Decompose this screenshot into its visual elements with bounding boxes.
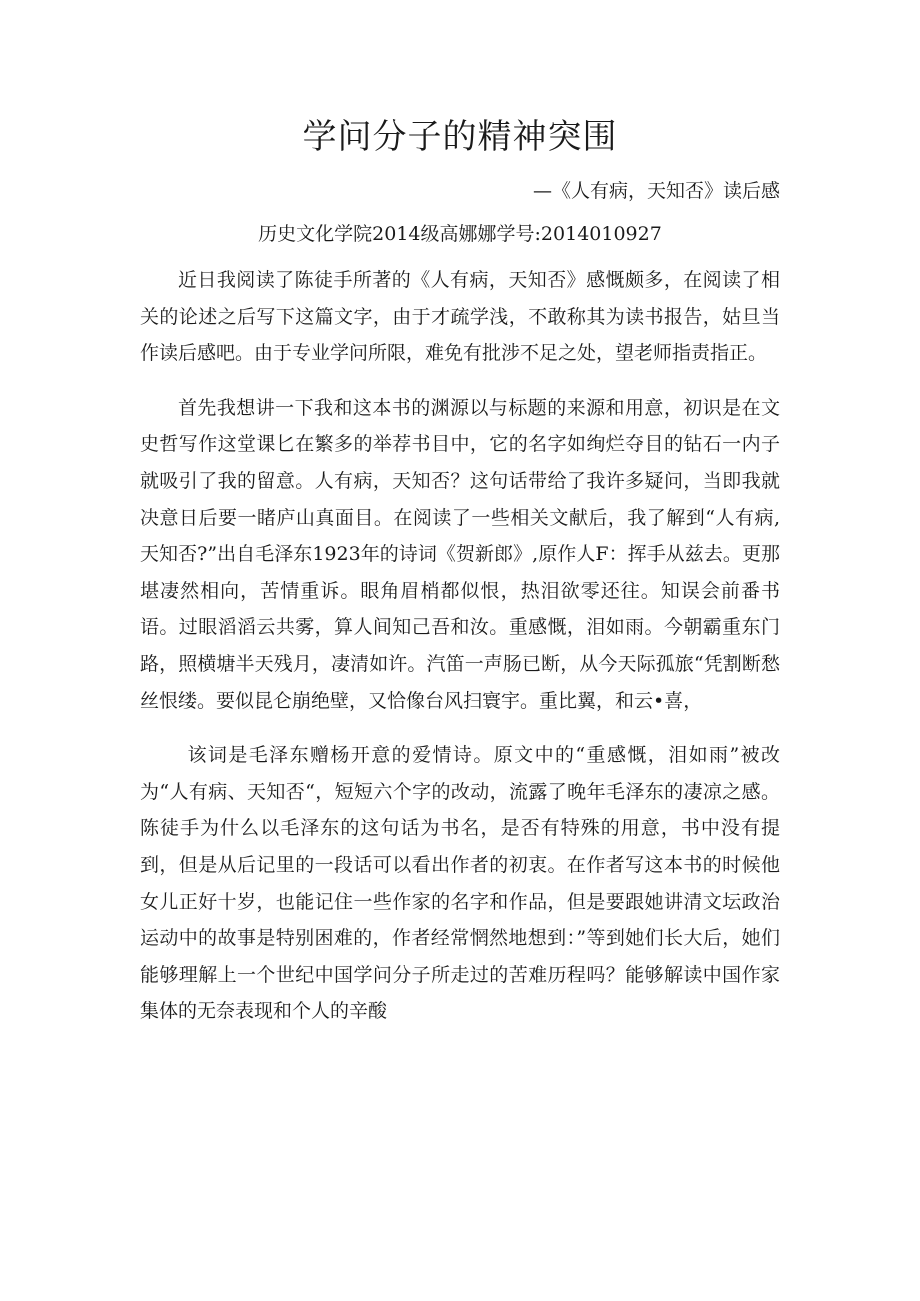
document-subtitle: —《人有病，天知否》读后感 (532, 180, 780, 202)
paragraph: 首先我想讲一下我和这本书的渊源以与标题的来源和用意，初识是在文史哲写作这堂课匕在繁多的举荐书目中，它的名字如绚烂夺目的钻石一内子就吸引了我的留意。人有病，天知否？这句话带给了我许多疑问，当即我就决意日后要一睹庐山真面目。在阅读了一些相关文献后，我了解到“人有病,天知否?”出自毛泽东1923年的诗词《贺新郎》,原作人F：挥手从兹去。更那堪凄然相向，苦情重诉。眼角眉梢都似恨，热泪欲零还往。知误会前番书语。过眼滔滔云共雾，算人间知己吾和汝。重感慨，泪如雨。今朝霸重东门路，照横塘半天残月，凄清如许。汽笛一声肠已断，从今天际孤旅“凭割断愁丝恨缕。要似昆仑崩绝壁，又恰像台风扫寰宇。重比翼，和云•喜， (140, 396, 780, 712)
document-title: 学问分子的精神突围 (302, 117, 618, 157)
paragraph: 近日我阅读了陈徒手所著的《人有病，天知否》感慨颇多，在阅读了相关的论述之后写下这篇文字，由于才疏学浅，不敢称其为读书报告，姑旦当作读后感吧。由于专业学问所限，难免有批涉不足之处，望老师指责指正。 (140, 269, 780, 365)
author-line: 历史文化学院2014级高娜娜学号:2014010927 (258, 223, 662, 245)
body-text (140, 262, 780, 1048)
paragraph: 该词是毛泽东赠杨开意的爱情诗。原文中的“重感慨，泪如雨”被改为“人有病、天知否“，短短六个字的改动，流露了晚年毛泽东的凄凉之感。陈徒手为什么以毛泽东的这句话为书名，是否有特殊的用意，书中没有提到，但是从后记里的一段话可以看出作者的初衷。在作者写这本书的时候他女儿正好十岁，也能记住一些作家的名字和作品，但是要跟她讲清文坛政治运动中的故事是特别困难的，作者经常惘然地想到：”等到她们长大后，她们能够理解上一个世纪中国学问分子所走过的苦难历程吗？能够解读中国作家集体的无奈表现和个人的辛酸 (140, 744, 780, 1023)
